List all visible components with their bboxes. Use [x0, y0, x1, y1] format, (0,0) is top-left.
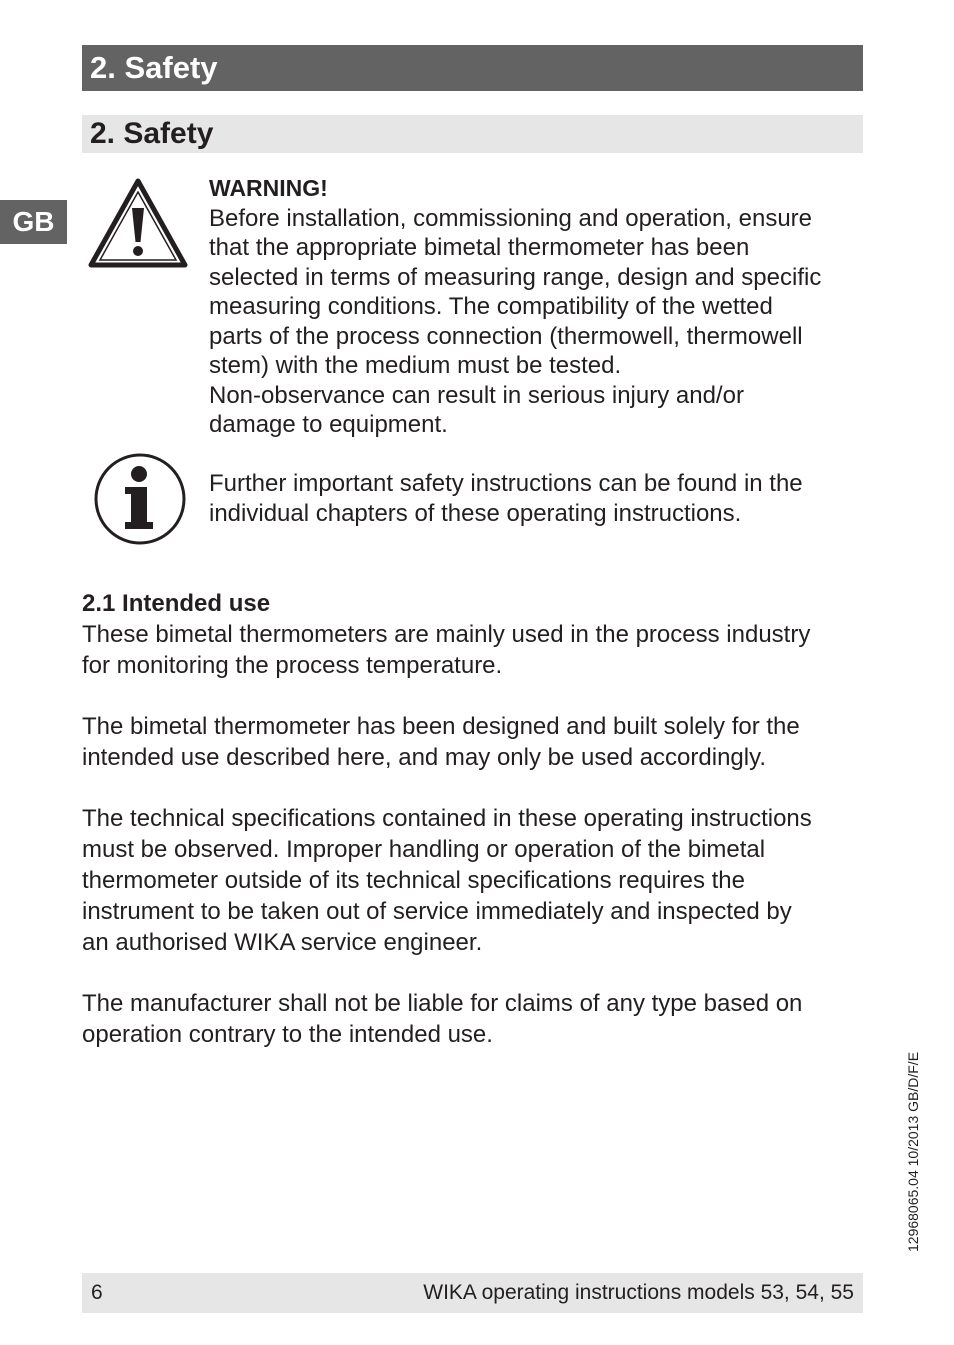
- paragraph-line: must be observed. Improper handling or operation of the bimetal: [82, 836, 766, 863]
- warning-line: Before installation, commissioning and operation, ensure: [209, 204, 813, 232]
- paragraph-line: These bimetal thermometers are mainly used in the process industry: [82, 621, 811, 648]
- page-footer: [82, 1273, 863, 1313]
- language-tab: GB: [0, 200, 67, 244]
- footer-title: WIKA operating instructions models 53, 54, 55: [423, 1281, 854, 1304]
- paragraph: [82, 619, 872, 681]
- info-icon: [93, 452, 187, 546]
- document-code: 12968065.04 10/2013 GB/D/F/E: [905, 1051, 921, 1252]
- paragraph-line: The bimetal thermometer has been designed and built solely for the: [82, 713, 800, 740]
- paragraph-line: an authorised WIKA service engineer.: [82, 929, 483, 956]
- warning-line: that the appropriate bimetal thermometer has been: [209, 234, 750, 261]
- paragraph: [82, 988, 872, 1050]
- chapter-header: 2. Safety: [82, 45, 863, 91]
- warning-line: stem) with the medium must be tested.: [209, 352, 622, 379]
- warning-line: Non-observance can result in serious injury and/or: [209, 381, 744, 409]
- paragraph-line: The technical specifications contained in these operating instructions: [82, 805, 812, 832]
- paragraph-line: thermometer outside of its technical specifications requires the: [82, 867, 745, 894]
- info-line: Further important safety instructions can be found in the: [209, 470, 803, 497]
- warning-line: damage to equipment.: [209, 411, 448, 438]
- warning-block: [209, 174, 869, 440]
- warning-line: selected in terms of measuring range, design and specific: [209, 263, 822, 291]
- paragraph-line: intended use described here, and may only be used accordingly.: [82, 744, 766, 771]
- info-block: [209, 469, 869, 528]
- paragraph: [82, 803, 872, 958]
- paragraph-line: for monitoring the process temperature.: [82, 652, 503, 679]
- section-title: 2. Safety: [82, 115, 863, 153]
- info-line: individual chapters of these operating instructions.: [209, 499, 742, 527]
- intended-use-heading: 2.1 Intended use: [82, 590, 271, 617]
- page-number: 6: [91, 1281, 103, 1304]
- intended-use-section: [82, 588, 872, 1080]
- warning-line: measuring conditions. The compatibility of the wetted: [209, 293, 773, 320]
- warning-line: parts of the process connection (thermowell, thermowell: [209, 322, 803, 350]
- paragraph-line: instrument to be taken out of service immediately and inspected by: [82, 898, 792, 925]
- paragraph-line: operation contrary to the intended use.: [82, 1021, 493, 1048]
- warning-triangle-icon: [88, 178, 188, 268]
- paragraph: [82, 711, 872, 773]
- warning-title: WARNING!: [209, 175, 328, 201]
- paragraph-line: The manufacturer shall not be liable for claims of any type based on: [82, 990, 803, 1017]
